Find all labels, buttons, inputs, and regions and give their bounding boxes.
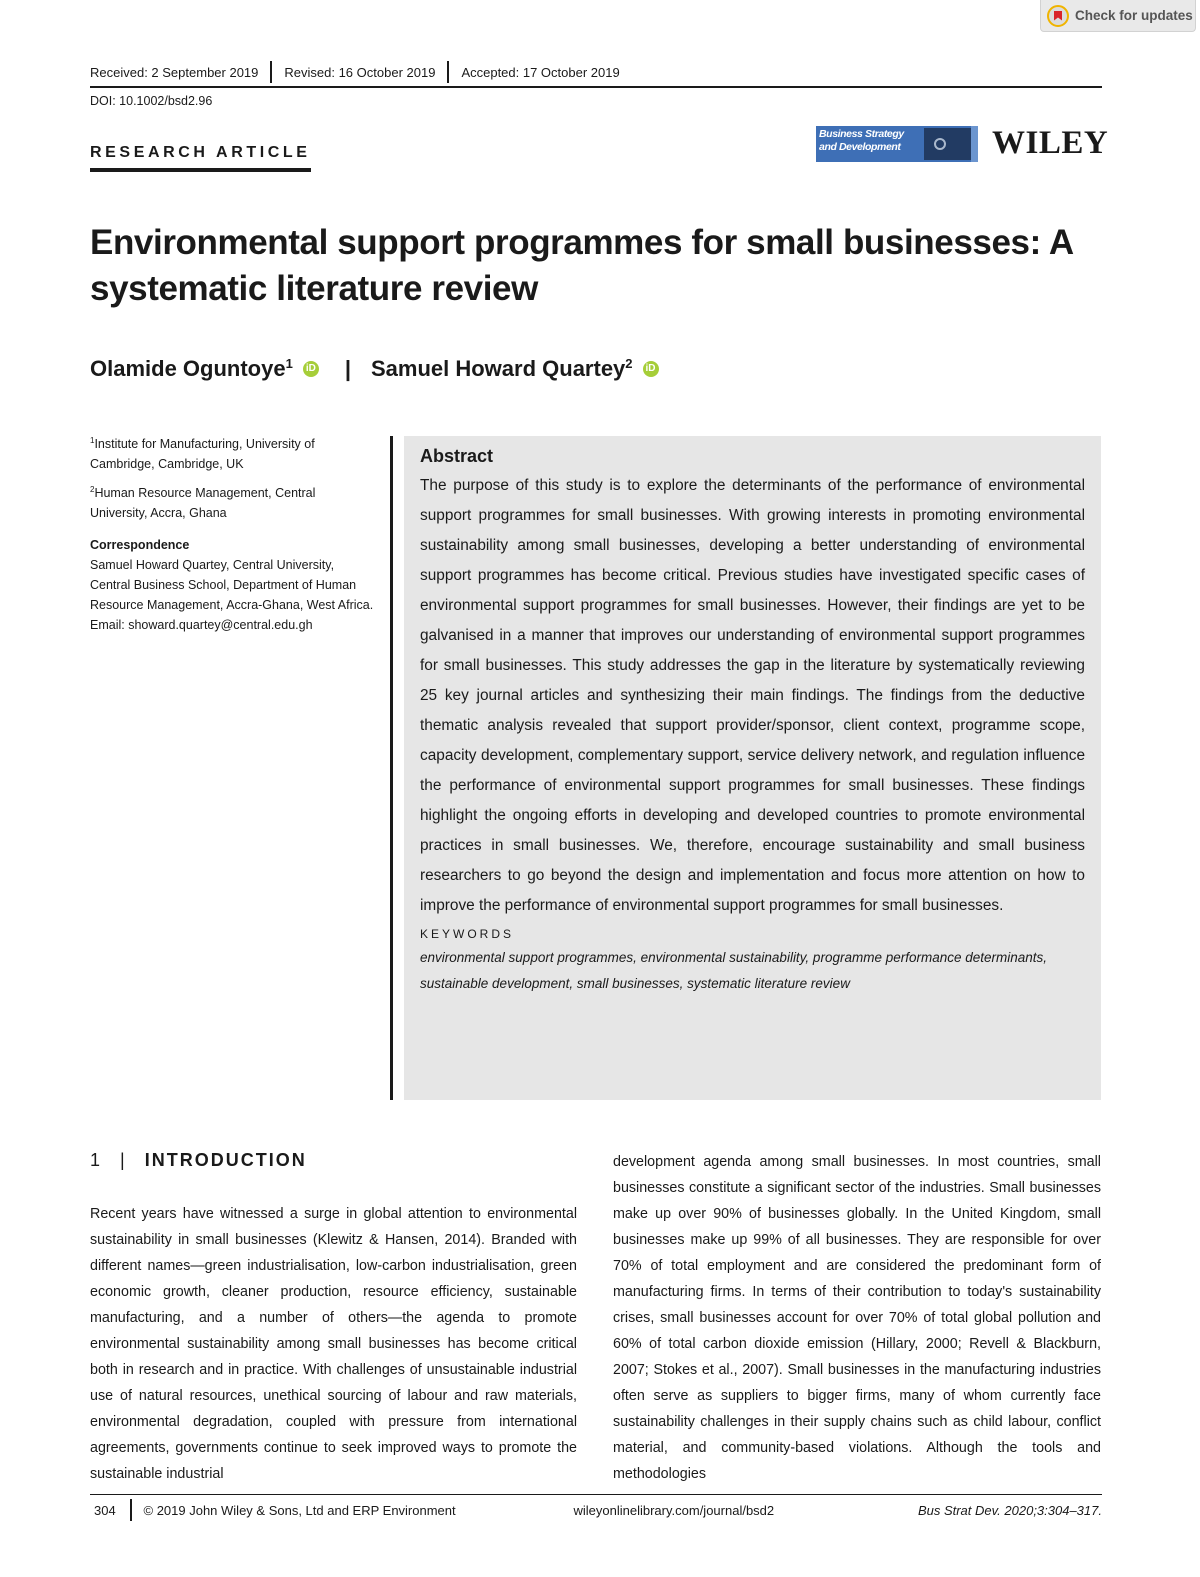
section-separator: | [120, 1150, 127, 1170]
abstract-text: The purpose of this study is to explore the determinants of the performance of environmental support programmes for small businesses. With growing interests in promoting environmental sustainability among small businesses, developing a better understanding of environmental support programmes has become critical. Previous studies have investigated specific cases of environmental support programmes for small businesses. However, their findings are yet to be galvanised in a manner that improves our understanding of environmental support programmes for small businesses. This study addresses the gap in the literature by systematically reviewing 25 key journal articles and synthesizing their main findings. The findings from the deductive thematic analysis revealed that support provider/sponsor, client context, programme scope, capacity development, complementary support, service delivery network, and regulation influence the performance of environmental support programmes for small businesses. These findings highlight the ongoing efforts in developing and developed countries to promote environmental practices in small businesses. We, therefore, encourage sustainability and small business researchers to go beyond the design and implementation and focus more attention on how to improve the performance of environmental support programmes for small businesses. [420, 477, 1085, 914]
page-number: 304 [94, 1502, 116, 1518]
orcid-icon[interactable]: iD [303, 361, 319, 377]
abstract-box [404, 436, 1101, 1100]
received-date: Received: 2 September 2019 [90, 64, 259, 80]
citation: Bus Strat Dev. 2020;3:304–317. [917, 1502, 1102, 1518]
article-dates [90, 64, 1102, 88]
affiliation: $^2$Human Resource Management, Central University, Accra, Ghana [90, 485, 316, 521]
journal-url[interactable]: wileyonlinelibrary.com/journal/bsd2 [573, 1502, 775, 1518]
paper-title: Environmental support programmes for small businesses: A systematic literature review [90, 223, 1073, 308]
author-affiliation-mark: 2 [625, 355, 633, 371]
affiliation: $^1$Institute for Manufacturing, University of Cambridge, Cambridge, UK [90, 436, 315, 472]
check-for-updates-button[interactable] [1040, 0, 1196, 32]
revised-date: Revised: 16 October 2019 [284, 64, 436, 80]
correspondence-heading: Correspondence [90, 538, 190, 553]
author-affiliation-mark: 1 [285, 355, 293, 371]
journal-logo [816, 126, 978, 162]
footer-rule [90, 1494, 1102, 1495]
section-heading [90, 1150, 307, 1171]
author-name[interactable]: Olamide Oguntoye [90, 356, 286, 381]
affiliations [90, 431, 375, 641]
publisher-logo: WILEY [992, 125, 1109, 161]
article-type: RESEARCH ARTICLE [90, 144, 311, 172]
doi[interactable]: DOI: 10.1002/bsd2.96 [90, 94, 213, 108]
accepted-date: Accepted: 17 October 2019 [461, 64, 620, 80]
abstract-rule [390, 436, 393, 1100]
author-name[interactable]: Samuel Howard Quartey [370, 356, 626, 381]
page-footer [90, 1498, 1102, 1522]
divider [447, 61, 449, 83]
author-separator: | [344, 356, 351, 381]
check-for-updates-label: Check for updates [1075, 8, 1193, 23]
section-title: INTRODUCTION [144, 1150, 307, 1170]
correspondence-text: Samuel Howard Quartey, Central University, Central Business School, Department of Human Resource Management, Accra-Ghana, West Africa. [90, 558, 374, 613]
journal-logo-line1: Business Strategy [819, 128, 904, 140]
section-number: 1 [90, 1150, 101, 1170]
divider [130, 1499, 132, 1521]
keywords: environmental support programmes, environmental sustainability, programme performance determinants, sustainable development, small businesses, systematic literature review [420, 950, 1048, 991]
journal-logo-line2: and Development [819, 141, 901, 153]
abstract-heading: Abstract [420, 446, 494, 466]
copyright: © 2019 John Wiley & Sons, Ltd and ERP Environment [143, 1502, 456, 1518]
body-text-column-left: Recent years have witnessed a surge in global attention to environmental sustainability in small businesses (Klewitz & Hansen, 2014). Branded with different names—green industrialisation, low-carbon industrialisation, green economic growth, cleaner production, resource efficiency, sustainable manufacturing, and a number of others—the agenda to promote environmental sustainability among small businesses has become critical both in research and in practice. With challenges of unsustainable industrial use of natural resources, unethical sourcing of labour and raw materials, environmental degradation, coupled with pressure from international agreements, governments continue to seek improved ways to promote the sustainable industrial [90, 1206, 577, 1482]
divider [270, 61, 272, 83]
body-text-column-right: development agenda among small businesses. In most countries, small businesses constitute a significant sector of the industries. Small businesses make up over 90% of businesses globally. In the United Kingdom, small businesses make up 99% of all businesses. They are responsible for over 70% of total employment and are considered the predominant form of manufacturing firms. In terms of their contribution to today's sustainability crises, small businesses account for over 70% of total global pollution and 60% of total carbon dioxide emission (Hillary, 2000; Revell & Blackburn, 2007; Stokes et al., 2007). Small businesses in the manufacturing industries often serve as suppliers to bigger firms, many of whom currently face sustainability challenges in their supply chains such as child labour, conflict material, and community-based violations. Although the tools and methodologies [613, 1154, 1101, 1482]
orcid-icon[interactable]: iD [643, 361, 659, 377]
journal-logo-image [924, 128, 978, 160]
bookmark-icon [1047, 5, 1069, 27]
keywords-heading: KEYWORDS [420, 927, 515, 941]
author-list [90, 356, 659, 382]
correspondence-email[interactable]: Email: showard.quartey@central.edu.gh [90, 618, 313, 633]
